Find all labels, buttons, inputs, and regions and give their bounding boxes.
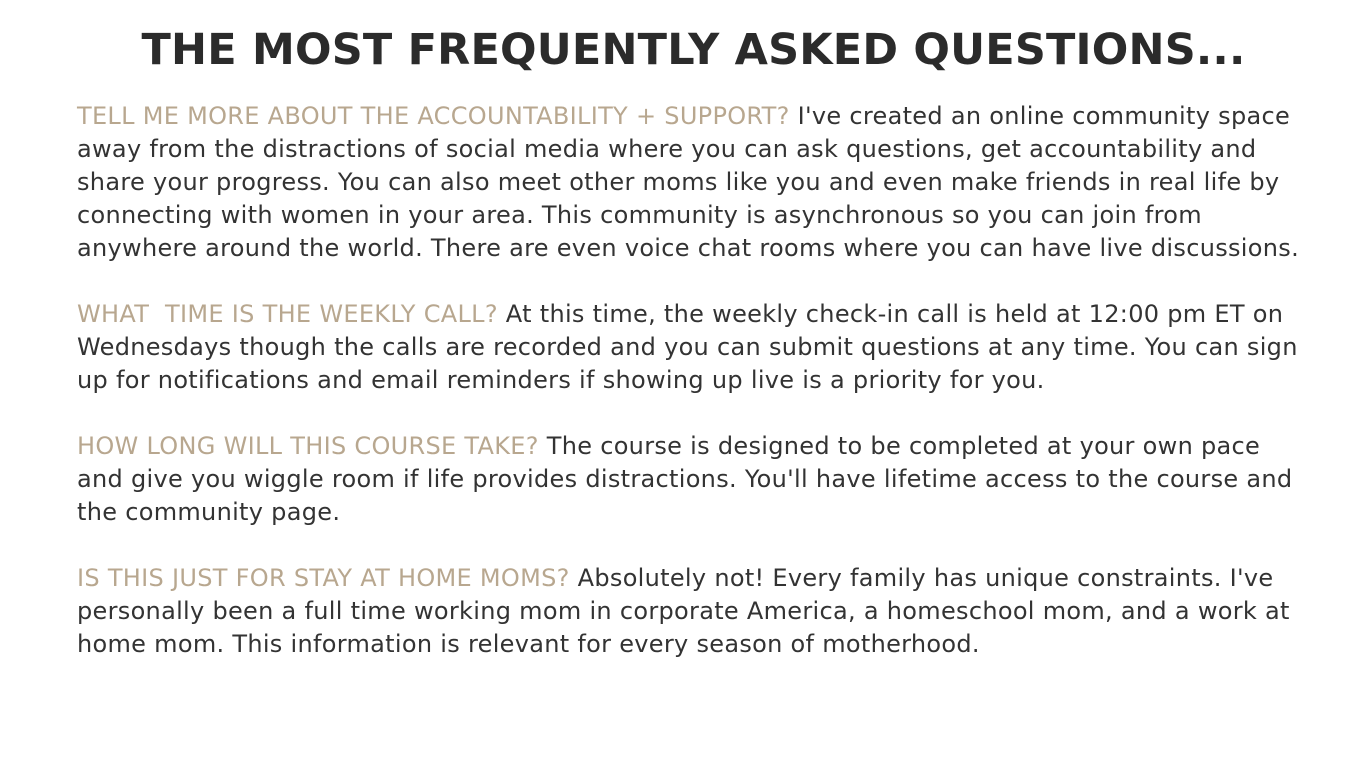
faq-question: TELL ME MORE ABOUT THE ACCOUNTABILITY + SUPPORT? <box>77 102 790 130</box>
faq-answer: I've created an online community space away from the distractions of social media where you can ask questions, get accountability and share your progress. You can also meet other moms like you and even make friends in real life by connecting with women in your area. This community is asynchronous so you can join from anywhere around the world. There are even voice chat rooms where you can have live discussions. <box>77 102 1300 262</box>
page-title: THE MOST FREQUENTLY ASKED QUESTIONS... <box>141 25 1246 75</box>
faq-answer: The course is designed to be completed at your own pace and give you wiggle room if life provides distractions. You'll have lifetime access to the course and the community page. <box>77 432 1293 526</box>
faq-item-accountability <box>77 100 1310 265</box>
faq-item-course-length <box>77 430 1310 529</box>
faq-answer: At this time, the weekly check-in call is held at 12:00 pm ET on Wednesdays though the calls are recorded and you can submit questions at any time. You can sign up for notifications and email reminders if showing up live is a priority for you. <box>77 300 1298 394</box>
faq-answer: Absolutely not! Every family has unique constraints. I've personally been a full time working mom in corporate America, a homeschool mom, and a work at home mom. This information is relevant for every season of motherhood. <box>77 564 1290 658</box>
faq-item-stay-at-home <box>77 562 1310 661</box>
faq-list <box>77 100 1310 661</box>
faq-item-weekly-call <box>77 298 1310 397</box>
faq-question: IS THIS JUST FOR STAY AT HOME MOMS? <box>77 564 570 592</box>
faq-question: HOW LONG WILL THIS COURSE TAKE? <box>77 432 539 460</box>
faq-question: WHAT TIME IS THE WEEKLY CALL? <box>77 300 498 328</box>
